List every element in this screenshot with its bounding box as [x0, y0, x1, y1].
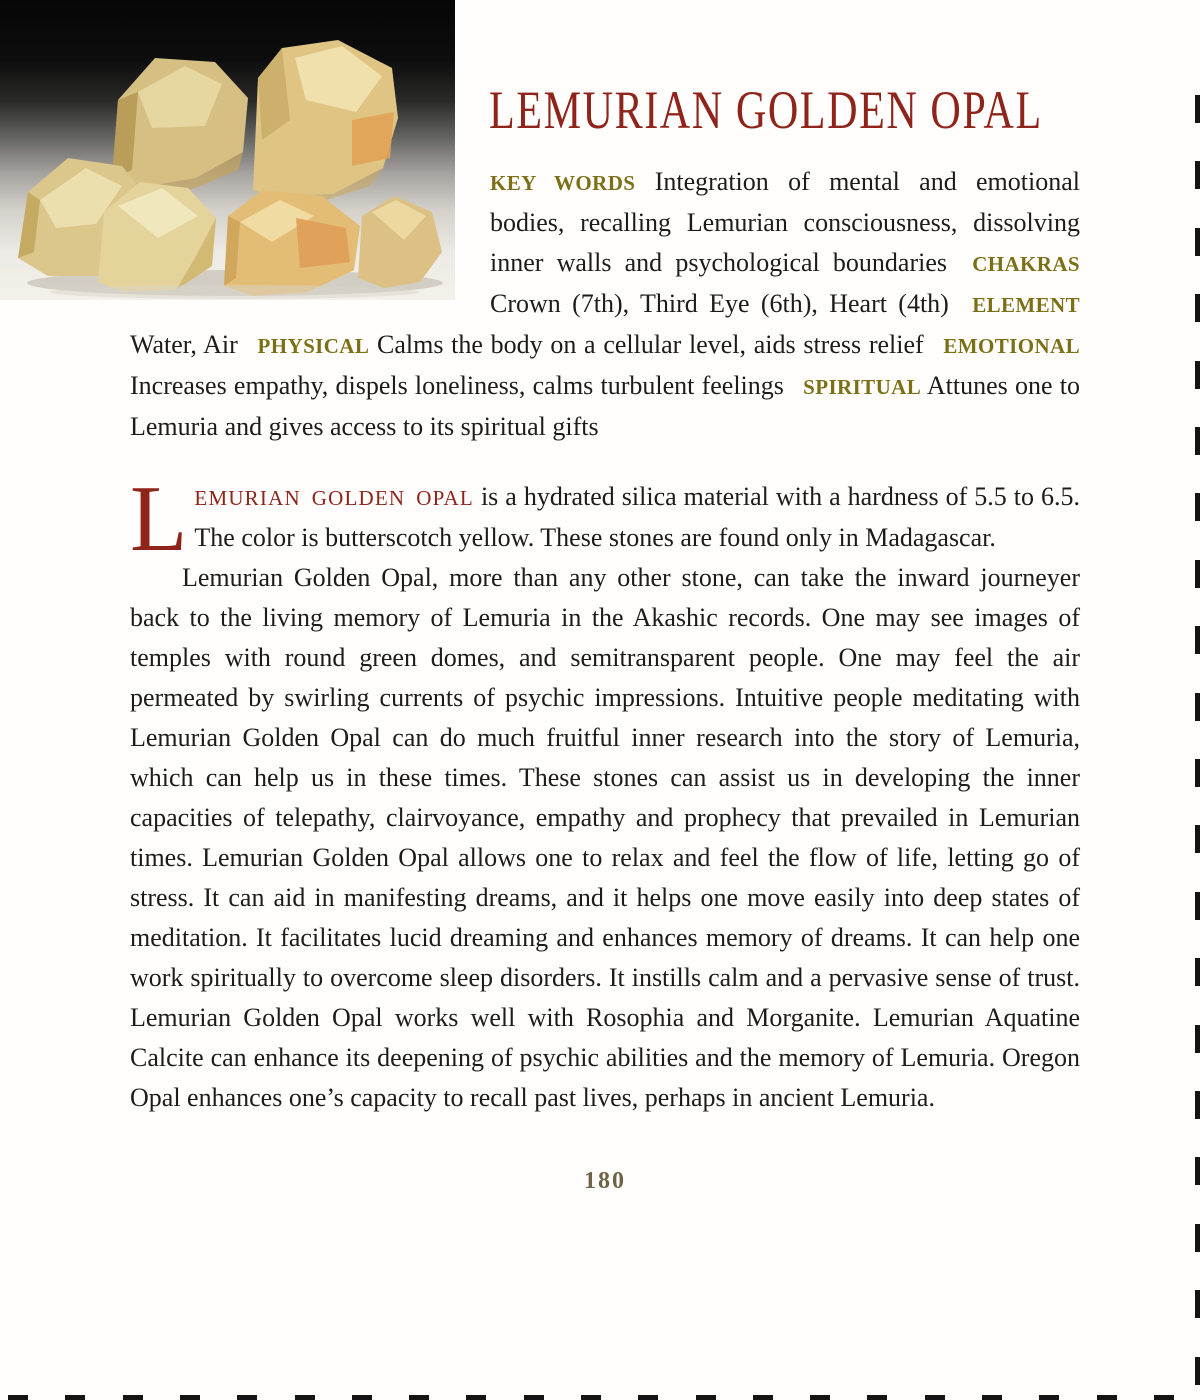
page-title-text: LEMURIAN GOLDEN OPAL: [489, 80, 1043, 140]
edge-mark-bottom: [810, 1395, 830, 1400]
edge-mark-bottom: [1154, 1395, 1174, 1400]
property-text-element: Water, Air: [130, 330, 238, 359]
property-label-physical: PHYSICAL: [257, 334, 370, 358]
stone-reflection: [50, 285, 420, 299]
edge-mark-bottom: [352, 1395, 372, 1400]
body-paragraph-1-text: is a hydrated silica material with a hardness of 5.5 to 6.5. The color is butterscotch yellow. These stones are found only in Madagascar.: [194, 482, 1080, 552]
property-label-chakras: CHAKRAS: [972, 252, 1080, 276]
edge-mark-bottom: [295, 1395, 315, 1400]
property-label-key-words: KEY WORDS: [490, 171, 636, 195]
property-separator: [238, 330, 258, 359]
edge-mark-right: [1195, 1357, 1200, 1385]
drop-cap: L: [130, 467, 188, 571]
page-number: 180: [584, 1168, 626, 1194]
stone-photo: [0, 0, 455, 300]
edge-mark-bottom: [581, 1395, 601, 1400]
edge-mark-bottom: [524, 1395, 544, 1400]
edge-mark-bottom: [982, 1395, 1002, 1400]
edge-mark-bottom: [466, 1395, 486, 1400]
property-text-chakras: Crown (7th), Third Eye (6th), Heart (4th): [490, 289, 949, 318]
edge-mark-bottom: [925, 1395, 945, 1400]
property-text-key-words: Integration of mental and emotional bodies, recalling Lemurian consciousness, dissolving inner walls and psychological boundaries: [490, 167, 1080, 277]
body-paragraph-2: Lemurian Golden Opal, more than any other stone, can take the inward journeyer back to the living memory of Lemuria in the Akashic records. One may see images of temples with round green domes, and semitransparent people. One may feel the air permeated by swirling currents of psychic impressions. Intuitive people meditating with Lemurian Golden Opal can do much fruitful inner research into the story of Lemuria, which can help us in these times. These stones can assist us in developing the inner capacities of telepathy, clairvoyance, empathy and prophecy that prevailed in Lemurian times. Lemurian Golden Opal allows one to relax and feel the flow of life, letting go of stress. It can aid in manifesting dreams, and it helps one move easily into deep states of meditation. It facilitates lucid dreaming and enhances memory of dreams. It can help one work spiritually to overcome sleep disorders. It instills calm and a pervasive sense of trust. Lemurian Golden Opal works well with Rosophia and Morganite. Lemurian Aquatine Calcite can enhance its deepening of psychic abilities and the memory of Lemuria. Oregon Opal enhances one’s capacity to recall past lives, perhaps in ancient Lemuria.: [130, 563, 1080, 1112]
edge-mark-bottom: [638, 1395, 658, 1400]
edge-mark-bottom: [867, 1395, 887, 1400]
body-paragraph-1: [130, 467, 1080, 571]
property-text-emotional: Increases empathy, dispels loneliness, calms turbulent feelings: [130, 371, 784, 400]
property-separator: [924, 330, 944, 359]
edge-mark-bottom: [696, 1395, 716, 1400]
property-separator: [784, 371, 803, 400]
edge-mark-right: [1195, 1224, 1200, 1252]
property-label-spiritual: SPIRITUAL: [803, 375, 922, 399]
property-physical: [258, 330, 924, 359]
edge-mark-bottom: [180, 1395, 200, 1400]
property-text-spiritual: Attunes one to Lemuria and gives access to its spiritual gifts: [130, 371, 1080, 441]
property-text-physical: Calms the body on a cellular level, aids stress relief: [376, 330, 924, 359]
property-label-element: ELEMENT: [972, 293, 1081, 317]
edge-mark-bottom: [123, 1395, 143, 1400]
edge-mark-bottom: [237, 1395, 257, 1400]
stone-photo-illustration: [0, 0, 455, 300]
property-separator: [949, 289, 972, 318]
edge-mark-right: [1195, 1290, 1200, 1318]
edge-mark-bottom: [409, 1395, 429, 1400]
edge-mark-bottom: [8, 1395, 28, 1400]
page-title: [489, 82, 1199, 138]
edge-mark-bottom: [65, 1395, 85, 1400]
property-label-emotional: EMOTIONAL: [943, 334, 1081, 358]
property-separator: [947, 248, 972, 277]
edge-mark-bottom: [1097, 1395, 1117, 1400]
edge-mark-bottom: [1039, 1395, 1059, 1400]
edge-mark-bottom: [753, 1395, 773, 1400]
lead-small-caps: EMURIAN GOLDEN OPAL: [194, 486, 474, 510]
